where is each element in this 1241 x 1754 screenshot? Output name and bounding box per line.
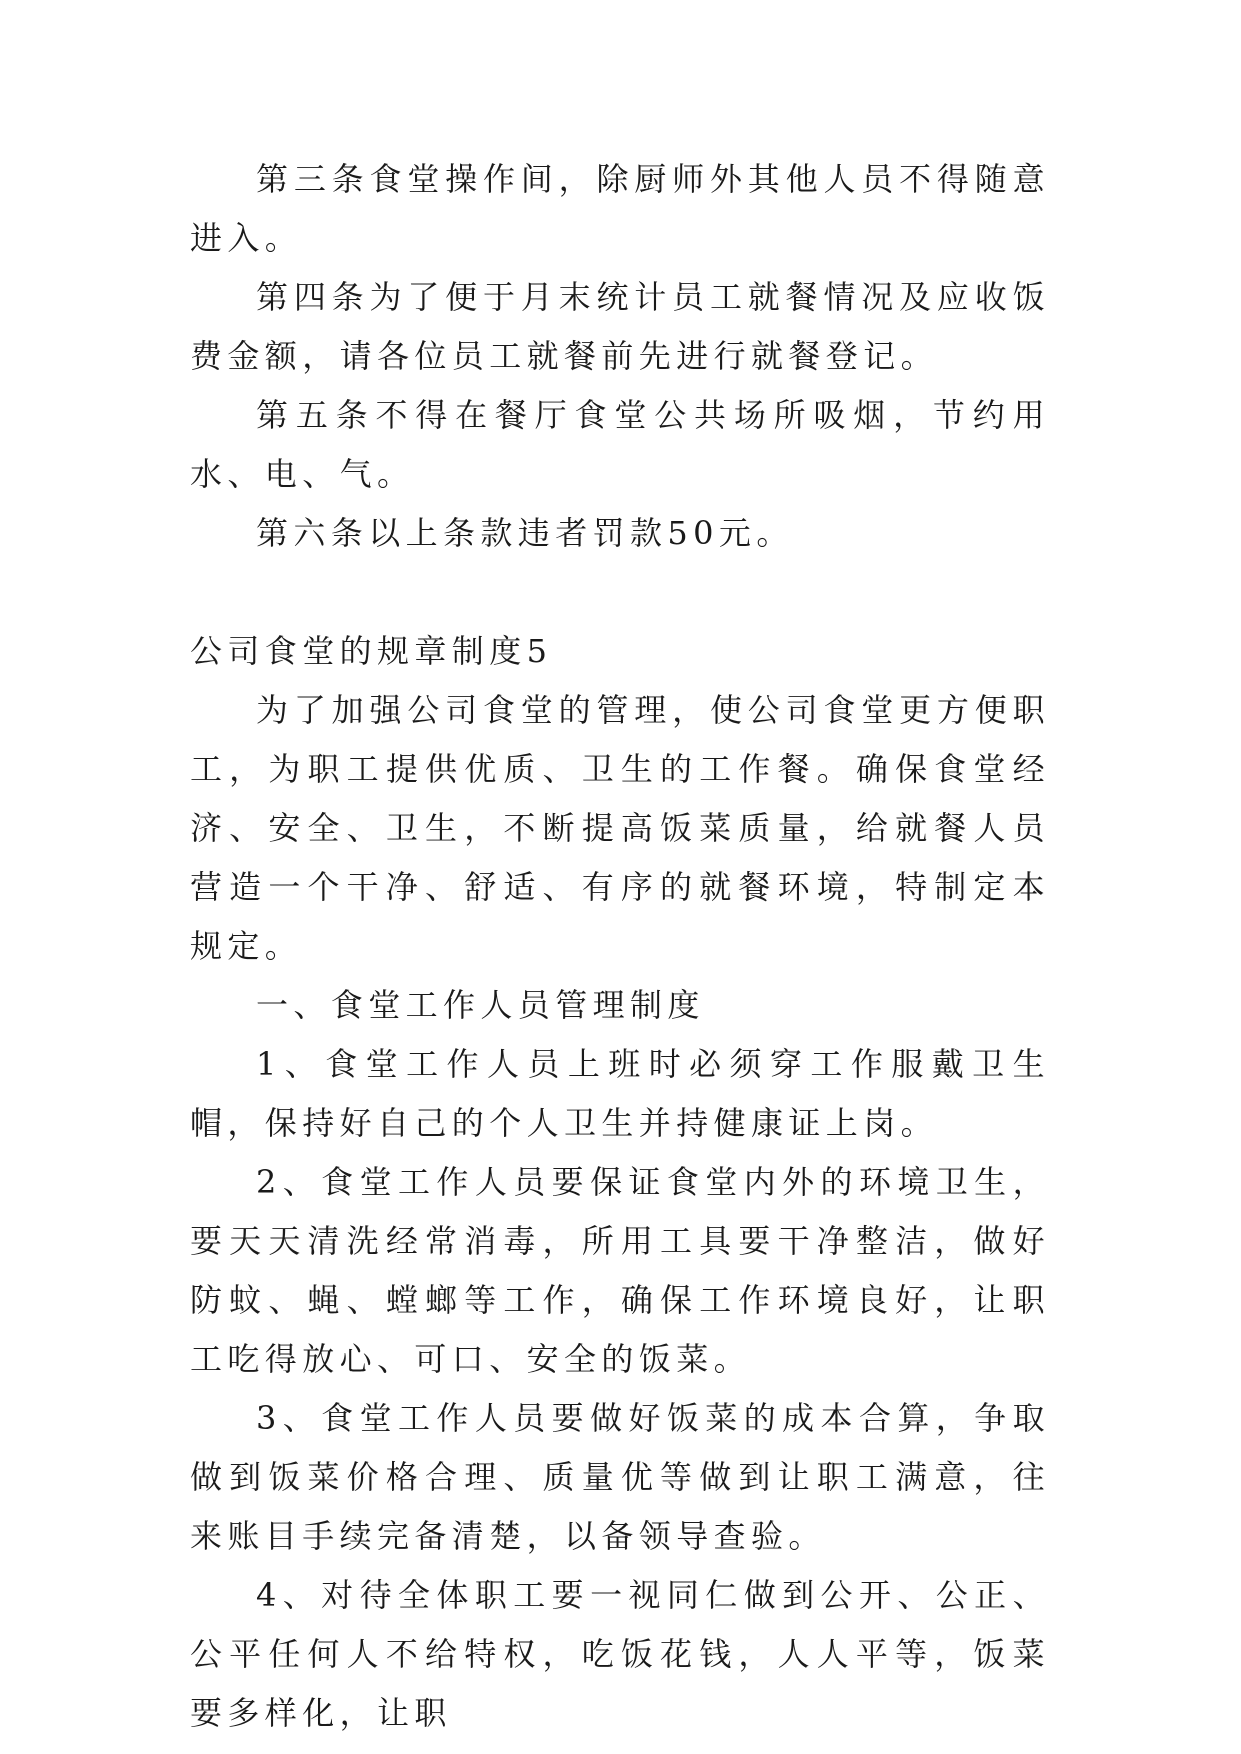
paragraph-item-4: 4、对待全体职工要一视同仁做到公开、公正、公平任何人不给特权，吃饭花钱，人人平等，饭菜要多样化，让职 (190, 1576, 1050, 1732)
paragraph-article-4: 第四条为了便于月末统计员工就餐情况及应收饭费金额，请各位员工就餐前先进行就餐登记。 (190, 278, 1050, 375)
paragraph-intro: 为了加强公司食堂的管理，使公司食堂更方便职工，为职工提供优质、卫生的工作餐。确保食堂经济、安全、卫生，不断提高饭菜质量，给就餐人员营造一个干净、舒适、有序的就餐环境，特制定本规定。 (190, 691, 1050, 965)
paragraph-article-5: 第五条不得在餐厅食堂公共场所吸烟，节约用水、电、气。 (190, 396, 1050, 493)
paragraph-article-6: 第六条以上条款违者罚款50元。 (256, 514, 794, 552)
paragraph-article-3: 第三条食堂操作间，除厨师外其他人员不得随意进入。 (190, 160, 1050, 257)
paragraph-item-3: 3、食堂工作人员要做好饭菜的成本合算，争取做到饭菜价格合理、质量优等做到让职工满意，往来账目手续完备清楚，以备领导查验。 (190, 1399, 1050, 1555)
section-heading: 公司食堂的规章制度5 (190, 632, 553, 670)
paragraph-item-1: 1、食堂工作人员上班时必须穿工作服戴卫生帽，保持好自己的个人卫生并持健康证上岗。 (190, 1045, 1050, 1142)
paragraph-item-2: 2、食堂工作人员要保证食堂内外的环境卫生，要天天清洗经常消毒，所用工具要干净整洁，做好防蚊、蝇、螳螂等工作，确保工作环境良好，让职工吃得放心、可口、安全的饭菜。 (190, 1163, 1050, 1378)
document-body (190, 150, 1050, 1743)
paragraph-subheading: 一、食堂工作人员管理制度 (256, 986, 705, 1024)
